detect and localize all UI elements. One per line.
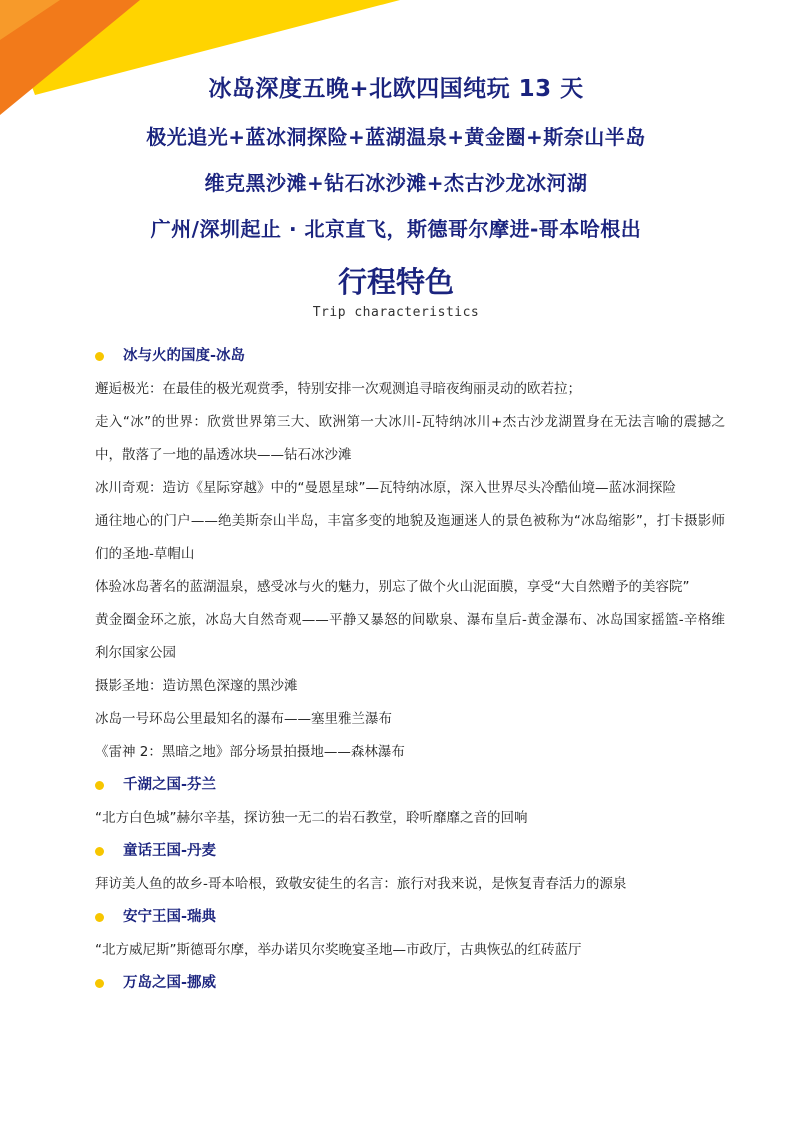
feature-paragraph: 通往地心的门户——绝美斯奈山半岛，丰富多变的地貌及迤逦迷人的景色被称为“冰岛缩影”，打卡摄影师们的圣地-草帽山 [95,513,725,562]
feature-sweden [95,901,725,967]
feature-paragraph: 拜访美人鱼的故乡-哥本哈根，致敬安徒生的名言：旅行对我来说，是恢复青春活力的源泉 [95,876,627,892]
feature-paragraph: 黄金圈金环之旅，冰岛大自然奇观——平静又暴怒的间歇泉、瀑布皇后-黄金瀑布、冰岛国家摇篮-辛格维利尔国家公园 [95,612,725,661]
title-line-1: 冰岛深度五晚+北欧四国纯玩 13 天 [208,76,584,102]
feature-denmark [95,835,725,901]
title-line-2: 极光追光+蓝冰洞探险+蓝湖温泉+黄金圈+斯奈山半岛 [146,125,646,149]
feature-paragraph: 体验冰岛著名的蓝湖温泉，感受冰与火的魅力，别忘了做个火山泥面膜，享受“大自然赠予的美容院” [95,579,690,595]
title-line-4: 广州/深圳起止 · 北京直飞，斯德哥尔摩进-哥本哈根出 [150,217,642,241]
yellow-dot-icon [95,847,104,856]
feature-paragraph: 邂逅极光：在最佳的极光观赏季，特别安排一次观测追寻暗夜绚丽灵动的欧若拉； [95,381,581,397]
section-title: 行程特色 [337,265,454,299]
title-block [0,66,792,324]
feature-heading: 万岛之国-挪威 [95,967,725,1000]
section-subtitle: Trip characteristics [312,305,480,320]
feature-heading: 童话王国-丹麦 [95,835,725,868]
feature-heading: 冰与火的国度-冰岛 [95,340,725,373]
feature-paragraph: “北方威尼斯”斯德哥尔摩，举办诺贝尔奖晚宴圣地—市政厅，古典恢弘的红砖蓝厅 [95,942,582,958]
yellow-dot-icon [95,913,104,922]
feature-paragraph: 冰川奇观：造访《星际穿越》中的“曼恩星球”—瓦特纳冰原，深入世界尽头冷酷仙境—蓝冰洞探险 [95,480,676,496]
yellow-dot-icon [95,352,104,361]
yellow-dot-icon [95,781,104,790]
feature-paragraph: 摄影圣地：造访黑色深邃的黑沙滩 [95,678,298,694]
yellow-dot-icon [95,979,104,988]
feature-paragraph: “北方白色城”赫尔辛基，探访独一无二的岩石教堂，聆听靡靡之音的回响 [95,810,528,826]
feature-paragraph: 冰岛一号环岛公里最知名的瀑布——塞里雅兰瀑布 [95,711,392,727]
feature-heading: 安宁王国-瑞典 [95,901,725,934]
feature-norway [95,967,725,1000]
feature-paragraph: 《雷神 2：黑暗之地》部分场景拍摄地——森林瀑布 [95,744,405,760]
feature-heading: 千湖之国-芬兰 [95,769,725,802]
feature-finland [95,769,725,835]
feature-paragraph: 走入“冰”的世界：欣赏世界第三大、欧洲第一大冰川-瓦特纳冰川+杰古沙龙湖置身在无法言喻的震撼之中，散落了一地的晶透冰块——钻石冰沙滩 [95,414,725,463]
features-list [95,340,725,1000]
title-line-3: 维克黑沙滩+钻石冰沙滩+杰古沙龙冰河湖 [204,171,588,195]
feature-iceland [95,340,725,769]
